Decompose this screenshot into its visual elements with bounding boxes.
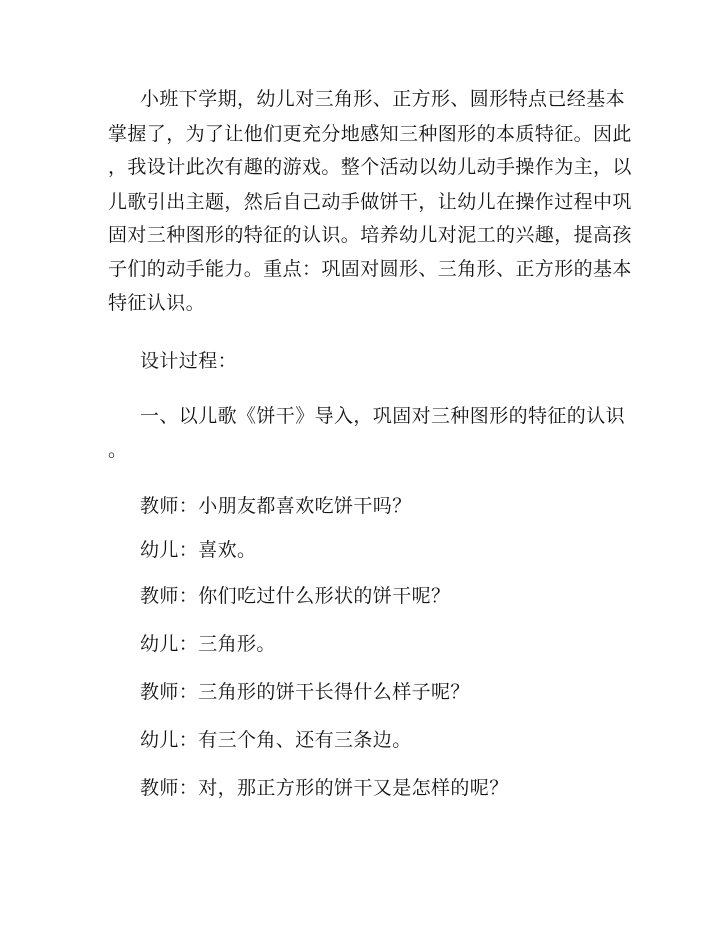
step-one-line-1: 一、以儿歌《饼干》导入，巩固对三种图形的特征的认识 <box>140 405 626 427</box>
step-one-line-2: 。 <box>108 439 128 461</box>
dialogue-line: 教师：三角形的饼干长得什么样子呢？ <box>140 681 470 703</box>
intro-line-4: 儿歌引出主题，然后自己动手做饼干，让幼儿在操作过程中巩 <box>108 191 632 213</box>
intro-line-2: 掌握了，为了让他们更充分地感知三种图形的本质特征。因此 <box>108 123 632 145</box>
dialogue-line: 幼儿：有三个角、还有三条边。 <box>140 729 412 751</box>
intro-line-5: 固对三种图形的特征的认识。培养幼儿对泥工的兴趣，提高孩 <box>108 224 632 246</box>
intro-line-7: 特征认识。 <box>108 292 206 314</box>
dialogue-line: 教师：你们吃过什么形状的饼干呢？ <box>140 585 451 607</box>
intro-line-3: ，我设计此次有趣的游戏。整个活动以幼儿动手操作为主，以 <box>108 156 632 178</box>
intro-line-1: 小班下学期，幼儿对三角形、正方形、圆形特点已经基本 <box>140 88 626 110</box>
dialogue-line: 教师：小朋友都喜欢吃饼干吗？ <box>140 495 412 517</box>
intro-line-6: 子们的动手能力。重点：巩固对圆形、三角形、正方形的基本 <box>108 258 632 280</box>
design-process-heading: 设计过程： <box>140 350 238 372</box>
dialogue-line: 教师：对，那正方形的饼干又是怎样的呢？ <box>140 777 509 799</box>
dialogue-line: 幼儿：三角形。 <box>140 633 276 655</box>
dialogue-line: 幼儿：喜欢。 <box>140 539 257 561</box>
